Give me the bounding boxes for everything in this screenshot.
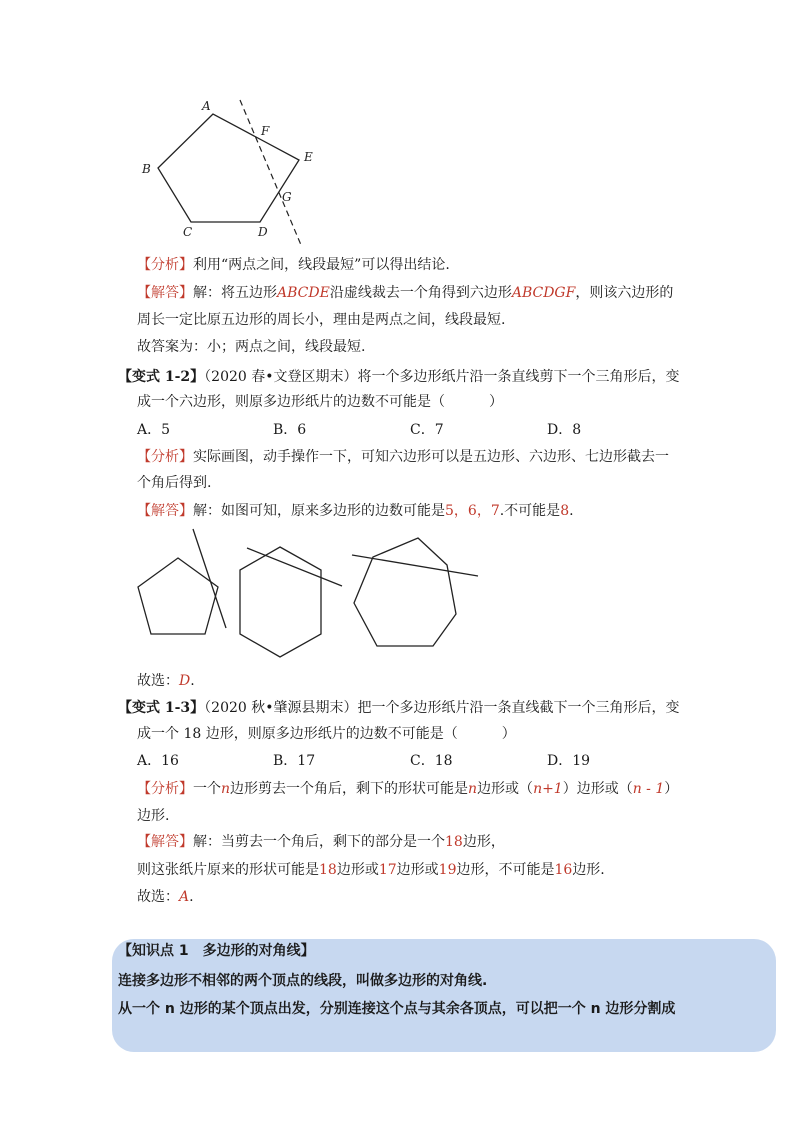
knowledge-line1: 连接多边形不相邻的两个顶点的线段，叫做多边形的对角线.	[118, 973, 488, 989]
ex2-question-text: 将一个多边形纸片沿一条直线剪下一个三角形后，变	[357, 369, 680, 385]
ex2-solution-mid: .不可能是	[499, 503, 561, 519]
ex2-question-pre: 成一个六边形，则原多边形纸片的边数不可能是（	[137, 394, 445, 410]
analysis-tag: 【分析】	[137, 257, 193, 273]
ex3-sol2-g: 边形，不可能是	[456, 862, 555, 878]
ex3-sol2-b: 18	[319, 862, 337, 878]
ex2-solution-tag: 【解答】	[137, 503, 193, 519]
ex3-analysis-d: ）边形或（	[562, 781, 633, 797]
ex1-analysis	[137, 255, 450, 275]
ex3-analysis-tag: 【分析】	[137, 781, 193, 797]
ex3-var-n: n	[221, 781, 231, 797]
ex2-solution	[137, 501, 574, 521]
ex3-answer	[137, 887, 194, 907]
ex3-answer-pre: 故选：	[137, 889, 179, 905]
ex1-solution-line1	[137, 283, 673, 303]
pentagon-abcde	[158, 114, 299, 222]
ex2-analysis-text: 实际画图，动手操作一下，可知六边形可以是五边形、六边形、七边形截去一	[193, 449, 669, 465]
ex3-analysis-a: 一个	[193, 781, 221, 797]
ex2-question-post: ）	[489, 394, 503, 410]
ex3-source: （2020 秋•肇源县期末）	[204, 700, 358, 716]
ex3-question-line2	[137, 724, 516, 744]
ex3-analysis-c: 边形或（	[477, 781, 534, 797]
hexagon-cut-line	[247, 548, 342, 586]
ex2-answer-value: D	[179, 673, 191, 689]
ex2-question-line1	[118, 367, 680, 387]
solution-pre: 解：将五边形	[193, 285, 277, 301]
solution-tag: 【解答】	[137, 285, 193, 301]
heptagon-cut-line	[352, 555, 478, 576]
ex3-solution-post: 边形，	[462, 834, 505, 850]
knowledge-title: 【知识点 1 多边形的对角线】	[118, 943, 315, 959]
ex3-sol2-i: 边形.	[572, 862, 605, 878]
ex3-var-n-2: n	[468, 781, 478, 797]
label-e: E	[304, 150, 313, 164]
ex3-solution-val: 18	[445, 834, 463, 850]
ex2-question-line2	[137, 392, 503, 412]
ex2-tag: 【变式 1-2】	[118, 369, 205, 385]
label-a: A	[202, 99, 211, 113]
pentagon-cut-figure	[130, 92, 330, 252]
label-g: G	[282, 190, 292, 204]
ex3-analysis-b: 边形剪去一个角后，剩下的形状可能是	[230, 781, 469, 797]
ex3-answer-end: .	[189, 889, 194, 905]
ex3-sol2-h: 16	[554, 862, 573, 878]
hexagon	[240, 547, 321, 657]
ex2-option-c: C．7	[410, 422, 444, 438]
label-f: F	[261, 124, 270, 138]
heptagon	[354, 538, 456, 646]
pentagon-cut-line	[193, 529, 226, 628]
label-c: C	[183, 225, 193, 239]
ex2-answer-end: .	[190, 673, 195, 689]
ex2-answer-pre: 故选：	[137, 673, 179, 689]
ex3-solution-line1	[137, 832, 505, 852]
ex3-option-a: A．16	[137, 753, 179, 769]
ex3-n-plus: n+1	[533, 781, 563, 797]
ex2-option-b: B．6	[273, 422, 307, 438]
ex3-option-d: D．19	[547, 753, 591, 769]
ex3-solution-pre: 解：当剪去一个角后，剩下的部分是一个	[193, 834, 445, 850]
polygons-cut-figure	[130, 525, 490, 665]
ex2-option-d: D．8	[547, 422, 582, 438]
ex3-answer-value: A	[179, 889, 190, 905]
solution-post: ，则该六边形的	[575, 285, 674, 301]
label-b: B	[142, 162, 151, 176]
knowledge-line2: 从一个 n 边形的某个顶点出发，分别连接这个点与其余各顶点，可以把一个 n 边形分割成	[118, 1001, 676, 1017]
hexagon-name: ABCDGF	[511, 285, 576, 301]
ex3-question-text: 把一个多边形纸片沿一条直线截下一个三角形后，变	[357, 700, 680, 716]
solution-mid: 沿虚线裁去一个角得到六边形	[329, 285, 512, 301]
pentagon-name: ABCDE	[277, 285, 330, 301]
ex3-question-pre: 成一个 18 边形，则原多边形纸片的边数不可能是（	[137, 726, 458, 742]
ex3-solution-line2	[137, 860, 605, 880]
ex3-question-line1	[118, 698, 680, 718]
ex2-answer	[137, 671, 195, 691]
ex3-sol2-a: 则这张纸片原来的形状可能是	[137, 862, 319, 878]
ex3-analysis-e: ）	[664, 781, 679, 797]
ex2-solution-value2: 8	[560, 503, 570, 519]
ex3-sol2-f: 19	[438, 862, 457, 878]
ex1-solution-line2: 周长一定比原五边形的周长小，理由是两点之间，线段最短.	[137, 312, 506, 328]
ex2-solution-end: .	[569, 503, 574, 519]
ex3-sol2-e: 边形或	[396, 862, 439, 878]
ex3-option-b: B．17	[273, 753, 316, 769]
ex3-analysis-line2: 边形.	[137, 808, 170, 824]
ex3-option-c: C．18	[410, 753, 453, 769]
analysis-text: 利用“两点之间，线段最短”可以得出结论.	[193, 257, 450, 273]
ex3-question-post: ）	[501, 726, 516, 742]
ex2-source: （2020 春•文登区期末）	[204, 369, 358, 385]
label-d: D	[258, 225, 268, 239]
ex2-analysis-line1	[137, 447, 669, 467]
ex2-analysis-tag: 【分析】	[137, 449, 193, 465]
ex3-analysis-line1	[137, 779, 678, 799]
ex3-sol2-d: 17	[378, 862, 397, 878]
ex3-solution-tag: 【解答】	[137, 834, 193, 850]
ex3-n-minus: n - 1	[632, 781, 665, 797]
ex3-tag: 【变式 1-3】	[118, 700, 205, 716]
ex3-sol2-c: 边形或	[336, 862, 379, 878]
ex2-solution-pre: 解：如图可知，原来多边形的边数可能是	[193, 503, 445, 519]
ex2-option-a: A．5	[137, 422, 171, 438]
ex1-answer: 故答案为：小；两点之间，线段最短.	[137, 339, 366, 355]
ex2-analysis-line2: 个角后得到.	[137, 475, 212, 491]
ex2-solution-values: 5，6，7	[445, 503, 500, 519]
